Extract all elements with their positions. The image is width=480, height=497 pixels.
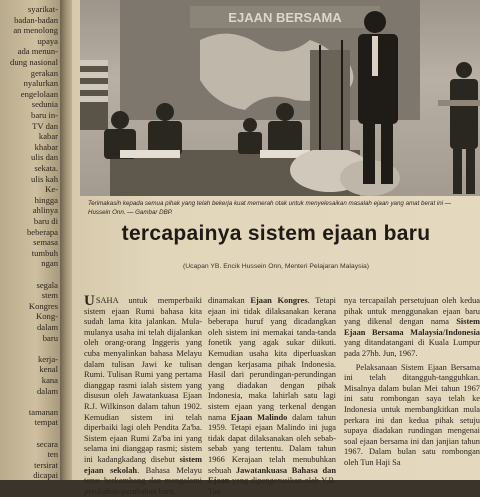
left-page-fragment: syarikat- — [27, 4, 58, 14]
left-page-fragment: tersirat — [34, 459, 58, 470]
left-page-fragment: ulis dan — [31, 152, 58, 163]
left-page-fragment: engelolaan — [20, 88, 58, 99]
article-column-1 — [84, 293, 202, 496]
column-text: SAHA untuk memperbaiki sistem ejaan Rumi bahasa kita sudah lama kita jalankan. Mula-mulanya usaha ini telah dijalankan oleh orang-orang Inggeris yang cuba menyalinkan bahasa Melayu dalam tulisan Jawi ke tulisan Rumi. Tulisan Rumi yang pertama dianggap rasmi ialah sistem yang disusun oleh Jawatankuasa Ejaan R.J. Wilkinson dalam tahun 1902. Kemudian sistem ini telah diperbaiki lagi oleh Pendita Za'ba. Sistem ejaan Rumi Za'ba ini yang selama ini dianggap rasmi; sistem ini kadangkadang disebut — [84, 296, 202, 464]
left-page-fragment: dicapai — [33, 470, 58, 481]
column-text: dalam tahun 1959. Tetapi ejaan Malindo ini juga tidak dapat dilaksanakan oleh sebab-sebab yang tertentu. Dalam tahun 1966 Kerajaan telah menubuhkan sebuah — [208, 412, 336, 475]
left-page-fragment: upaya — [37, 35, 58, 46]
article-subheading: (Ucapan YB. Encik Hussein Onn, Menteri Pelajaran Malaysia) — [182, 263, 370, 270]
left-page-fragment: tempat — [34, 417, 58, 428]
left-page-fragment: sekata. — [34, 163, 58, 173]
left-page-fragment: ulis kah — [31, 173, 58, 184]
left-page-fragment: beberapa — [26, 226, 58, 237]
left-page-fragment: ahlinya — [32, 205, 58, 216]
book-spine — [60, 0, 72, 480]
left-page-fragment: baru — [42, 332, 58, 343]
left-page-fragment: ada menun- — [17, 46, 58, 57]
left-page — [0, 0, 60, 480]
left-page-fragment: tumbuh — [31, 247, 58, 258]
left-page-fragment: segala — [36, 279, 58, 290]
left-page-fragment: nyalurkan — [23, 78, 58, 89]
left-page-fragment: tamanan — [28, 406, 58, 417]
left-page-fragment: dalam — [37, 385, 58, 396]
column-text: nya tercapailah persetujuan oleh kedua pihak untuk menggunakan ejaan baru yang dikenal dengan nama — [344, 296, 480, 327]
left-page-fragment: kerja- — [37, 353, 58, 364]
left-page-fragment: dalam — [37, 322, 58, 332]
photo-caption: Terimakasih kepada semua pihak yang telah bekerja kuat memerah otak untuk menyelesaikan masalah ejaan yang amat berat ini — Hussein Onn. — Gambar DBP. — [88, 200, 451, 216]
left-page-fragment: semasa — [33, 237, 58, 248]
left-page-fragment: Kongres — [28, 300, 58, 311]
left-page-fragment: kabar — [38, 131, 58, 142]
column-text: Pelaksanaan Sistem Ejaan Bersama ini telah ditangguh-tangguhkan. Misalnya dalam bulan Mei tahun 1967 ini satu rombongan saya telah ke Indonesia untuk membangkitkan mula perkara ini dan kedua pihak setuju supaya diadakan rundingan mengenai soal ejaan bersama ini dan janjian tahun 1967. Dalam bulan satu rombongan oleh Tun Haji Sa — [344, 362, 480, 467]
left-page-fragment: Ke- — [45, 184, 58, 195]
column-text: yang dipengerusikan oleh Y.B. Tan — [208, 476, 336, 496]
article-column-3 — [344, 296, 480, 480]
left-page-fragment: Kong- — [36, 311, 58, 322]
left-page-fragment: dung nasional — [10, 57, 58, 67]
article-column-2 — [208, 296, 337, 496]
column-text: . Bahasa Melayu terus berkembang dan mengalami perubahan-perubahan baru. — [84, 465, 202, 496]
left-page-fragment: baru in- — [31, 110, 58, 120]
column-emphasis: Sistem Ejaan Bersama Malaysia/Indonesia — [344, 317, 480, 337]
left-page-fragment: gerakan — [30, 67, 58, 78]
column-text: yang ditandatangani di Kuala Lumpur pada 27hb. Jun, 1967. — [344, 338, 480, 358]
column-text: . Tetapi ejaan ini tidak dilaksanakan kerana beberapa huruf yang dicadangkan oleh sistem ini memakai tanda-tanda fonetik yang agak sukar diikuti. Kemudian usaha kita diperluaskan dengan kerjasama pihak Indonesia. Hasil dari perundingan-perundingan yang diadakan dengan pihak Indonesia, maka lahirlah satu lagi sistem ejaan yang terkenal dengan nama — [208, 296, 337, 422]
column-text: dinamakan — [208, 296, 251, 305]
left-page-fragment: ngan — [41, 258, 58, 269]
column-emphasis: Ejaan Malindo — [230, 412, 288, 422]
left-page-fragment: badan-badan — [14, 14, 58, 25]
left-page-fragment: khabar — [34, 141, 58, 152]
left-page-fragment: baru di — [33, 216, 58, 226]
svg-text:EJAAN BERSAMA: EJAAN BERSAMA — [228, 10, 342, 25]
column-emphasis: Jawatankuasa Bahasa dan Ejaan — [208, 465, 336, 486]
left-page-fragment: sedunia — [31, 99, 58, 110]
left-page-fragment: kenal — [39, 364, 58, 375]
left-page-fragment: stem — [41, 290, 58, 301]
drop-cap: U — [84, 293, 95, 309]
left-page-fragment: hingga — [34, 194, 58, 205]
photo-ceremony-icon — [80, 0, 480, 196]
ceremony-photo — [80, 0, 480, 196]
column-emphasis: Ejaan Kongres — [250, 296, 308, 305]
left-page-fragment: ten — [47, 449, 58, 460]
article-page — [72, 0, 480, 496]
column-emphasis: sistem ejaan sekolah — [84, 454, 202, 475]
left-page-fragment: TV dan — [32, 120, 58, 131]
left-page-fragment: secara — [36, 438, 58, 449]
article-headline: tercapainya sistem ejaan baru — [121, 222, 431, 245]
left-page-fragment: an menolong — [13, 25, 58, 36]
left-page-fragment: kana — [41, 375, 58, 385]
